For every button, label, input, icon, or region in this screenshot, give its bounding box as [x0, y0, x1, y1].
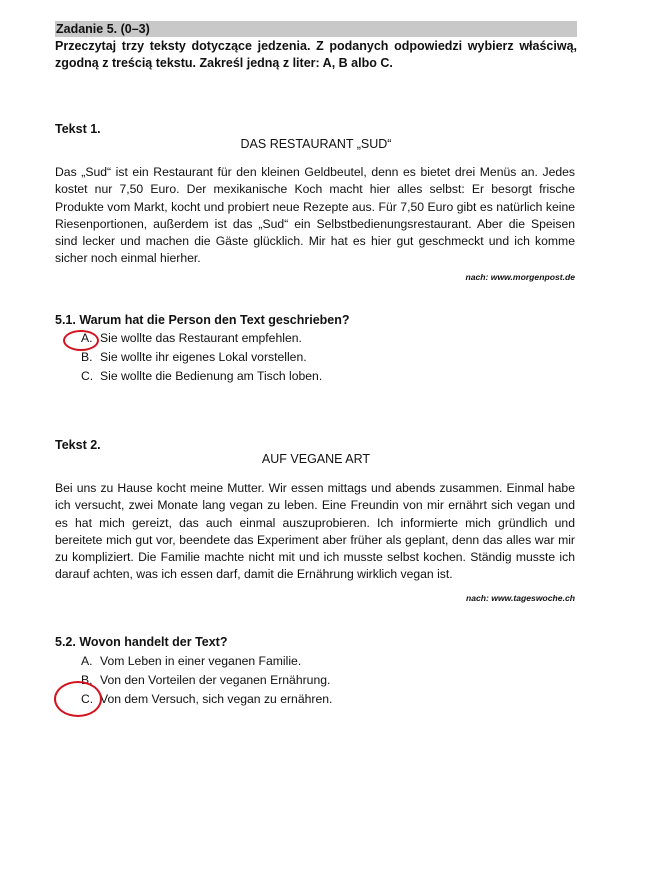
text-2-title: AUF VEGANE ART — [261, 452, 371, 466]
option-letter: C. — [81, 692, 94, 706]
option-text: Vom Leben in einer veganen Familie. — [100, 654, 302, 668]
option-letter: B. — [81, 350, 93, 364]
option-5-1-b[interactable] — [81, 349, 561, 366]
question-5-2: 5.2. Wovon handelt der Text? — [55, 635, 228, 649]
option-5-1-a[interactable] — [81, 330, 561, 347]
option-letter: B. — [81, 673, 93, 687]
option-letter: A. — [81, 331, 93, 345]
option-letter: C. — [81, 369, 94, 383]
text-2-source: nach: www.tageswoche.ch — [465, 593, 575, 603]
task-header: Zadanie 5. (0–3) — [55, 21, 577, 37]
option-5-2-a[interactable] — [81, 653, 561, 670]
option-text: Von dem Versuch, sich vegan zu ernähren. — [100, 692, 333, 706]
option-letter: A. — [81, 654, 93, 668]
option-text: Sie wollte ihr eigenes Lokal vorstellen. — [100, 350, 307, 364]
text-1-body: Das „Sud“ ist ein Restaurant für den kleinen Geldbeutel, denn es bietet drei Menüs an. Jedes kostet nur 7,50 Euro. Der mexikanische Koch macht hier alles selbst: Er besorgt frische Produkte vom Markt, kocht und probiert neue Rezepte aus. Für 7,50 Euro gibt es natürlich keine Riesenportionen, außerdem ist das „Sud“ ein Selbstbedienungsrestaurant. Aber die Speisen sind lecker und machen die Gäste glücklich. Mir hat es hier gut geschmeckt und ich komme sicher noch einmal hierher. — [55, 165, 575, 266]
option-text: Sie wollte das Restaurant empfehlen. — [100, 331, 302, 345]
option-text: Sie wollte die Bedienung am Tisch loben. — [100, 369, 323, 383]
text-2-body: Bei uns zu Hause kocht meine Mutter. Wir essen mittags und abends zusammen. Einmal habe ich versucht, zwei Monate lang vegan zu leben. Eine Freundin von mir ernährt sich vegan und es hat mich gereizt, das auch einmal auszuprobieren. Ich informierte mich gründlich und bereitete mich gut vor, beendete das Experiment aber früher als geplant, denn das alles war mir zu kompliziert. Die Familie machte nicht mit und ich musste selbst kochen. Ständig musste ich darauf achten, was ich essen darf, damit die Ernährung wirklich vegan ist. — [55, 481, 575, 582]
option-5-2-b[interactable] — [81, 672, 561, 689]
text-1-title: DAS RESTAURANT „SUD“ — [240, 137, 392, 151]
text-2-label: Tekst 2. — [55, 438, 101, 452]
option-5-2-c[interactable] — [81, 691, 561, 708]
option-5-1-c[interactable] — [81, 368, 561, 385]
task-instruction: Przeczytaj trzy teksty dotyczące jedzenia. Z podanych odpowiedzi wybierz właściwą, zgodną z treścią tekstu. Zakreśl jedną z liter: A, B albo C. — [55, 39, 577, 70]
option-text: Von den Vorteilen der veganen Ernährung. — [100, 673, 331, 687]
question-5-1: 5.1. Warum hat die Person den Text geschrieben? — [55, 313, 350, 327]
text-1-source: nach: www.morgenpost.de — [465, 272, 575, 282]
text-1-label: Tekst 1. — [55, 122, 101, 136]
